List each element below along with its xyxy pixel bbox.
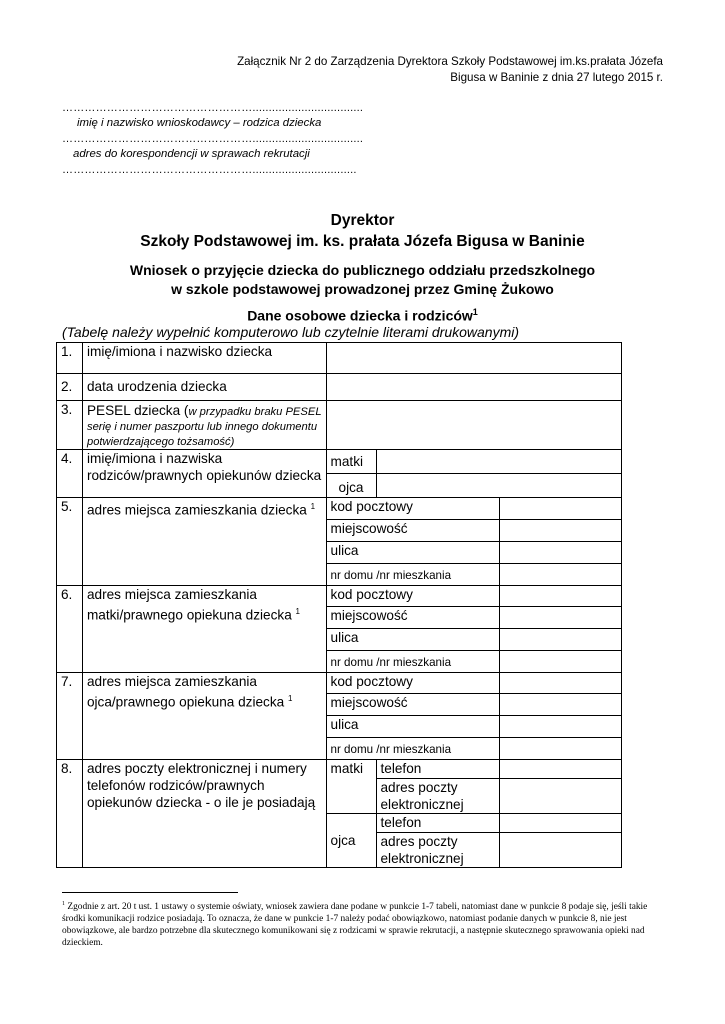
father-address-label-cell [82, 673, 326, 760]
row-number: 3. [57, 401, 83, 450]
row-number: 5. [57, 498, 83, 586]
footnote [62, 898, 662, 949]
mother-label: matki [326, 450, 376, 474]
pesel-input[interactable] [326, 401, 621, 450]
section-footnote-mark: 1 [472, 307, 478, 317]
child-address-label-cell [82, 498, 326, 586]
correspondence-address-field[interactable]: …………………………………………….................................. [62, 133, 364, 145]
footnote-mark: 1 [310, 502, 316, 511]
correspondence-address-caption: adres do korespondencji w sprawach rekrutacji [73, 148, 310, 160]
addressee-school: Szkoły Podstawowej im. ks. prałata Józefa Bigusa w Baninie [140, 233, 585, 250]
row-number: 6. [57, 586, 83, 673]
street-label: ulica [326, 542, 500, 564]
street-label: ulica [326, 629, 500, 651]
footnote-text: Zgodnie z art. 20 t ust. 1 ustawy o systemie oświaty, wniosek zawiera dane podane w punkcie 1-7 tabeli, natomiast dane w punkcie 8 podaje się, jeśli takie środki komunikacji rodzice posiadają. To oznacza, że dane w punkcie 1-7 należy podać obowiązkowo, natomiast podanie danych w punkcie 8, nie jest obowiązkowe, ale bardzo potrzebne dla skutecznego komunikowani się z rodzicami w sprawie rekrutacji, a następnie skutecznego sprawowania opieki nad dzieckiem. [62, 902, 648, 949]
section-title-text: Dane osobowe dziecka i rodziców [247, 307, 473, 324]
footnote-mark: 1 [288, 694, 293, 703]
father-city-input[interactable] [500, 694, 622, 716]
email-label: adres poczty elektronicznej [376, 833, 500, 868]
mother-email-input[interactable] [500, 779, 622, 814]
personal-data-table [56, 342, 622, 868]
child-city-input[interactable] [500, 520, 622, 542]
table-row [57, 450, 622, 474]
mother-postal-code-input[interactable] [500, 586, 622, 607]
applicant-name-field[interactable]: …………………………………………….................................. [62, 102, 364, 114]
pesel-label: PESEL dziecka ( [86, 403, 189, 418]
father-house-number-input[interactable] [500, 738, 622, 760]
fill-instruction: (Tabelę należy wypełnić komputerowo lub czytelnie literami drukowanymi) [62, 324, 520, 340]
mother-contact-label: matki [326, 760, 376, 814]
request-title-line-2: w szkole podstawowej prowadzonej przez Gminę Żukowo [171, 281, 554, 297]
mother-phone-input[interactable] [500, 760, 622, 779]
row-number: 7. [57, 673, 83, 760]
child-house-number-input[interactable] [500, 564, 622, 586]
mother-house-number-input[interactable] [500, 651, 622, 673]
mother-address-label-cell [82, 586, 326, 673]
postal-code-label: kod pocztowy [326, 586, 500, 607]
phone-label: telefon [376, 760, 500, 779]
header-line-2: Bigusa w Baninie z dnia 27 lutego 2015 r. [450, 71, 663, 84]
city-label: miejscowość [326, 694, 500, 716]
row-number: 8. [57, 760, 83, 868]
request-title-line-1: Wniosek o przyjęcie dziecka do publicznego oddziału przedszkolnego [129, 262, 596, 278]
birth-date-input[interactable] [326, 374, 621, 401]
postal-code-label: kod pocztowy [326, 498, 500, 520]
father-email-input[interactable] [500, 833, 622, 868]
child-name-input[interactable] [326, 343, 621, 374]
table-row [57, 401, 622, 450]
father-street-input[interactable] [500, 716, 622, 738]
row-number: 2. [57, 374, 83, 401]
street-label: ulica [326, 716, 500, 738]
request-title [0, 261, 725, 299]
table-row [57, 374, 622, 401]
mother-city-input[interactable] [500, 607, 622, 629]
child-postal-code-input[interactable] [500, 498, 622, 520]
table-row [57, 343, 622, 374]
child-name-label: imię/imiona i nazwisko dziecka [82, 343, 326, 374]
house-number-label: nr domu /nr mieszkania [326, 564, 500, 586]
table-row [57, 498, 622, 520]
parents-names-label: imię/imiona i nazwiska rodziców/prawnych opiekunów dziecka [82, 450, 326, 498]
table-row [57, 586, 622, 607]
footnote-mark: 1 [295, 607, 300, 616]
mother-street-input[interactable] [500, 629, 622, 651]
row-number: 4. [57, 450, 83, 498]
pesel-label-cell [82, 401, 326, 450]
addressee [0, 210, 725, 252]
applicant-name-caption: imię i nazwisko wnioskodawcy – rodzica dziecka [77, 117, 322, 129]
phone-label: telefon [376, 814, 500, 833]
contact-label: adres poczty elektronicznej i numery telefonów rodziców/prawnych opiekunów dziecka - o ile je posiadają [82, 760, 326, 868]
table-row [57, 760, 622, 779]
email-label: adres poczty elektronicznej [376, 779, 500, 814]
child-street-input[interactable] [500, 542, 622, 564]
postal-code-label: kod pocztowy [326, 673, 500, 694]
section-title [0, 307, 725, 324]
father-address-label: adres miejsca zamieszkania ojca/prawnego opiekuna dziecka [86, 674, 285, 710]
footnote-divider [62, 892, 238, 893]
table-row [57, 673, 622, 694]
footnote-number: 1 [62, 901, 65, 907]
mother-name-input[interactable] [376, 450, 622, 474]
father-name-input[interactable] [376, 474, 622, 498]
pesel-note: w przypadku braku PESEL serię i numer paszportu lub innego dokumentu potwierdzającego tożsamość) [86, 406, 322, 448]
mother-address-label: adres miejsca zamieszkania matki/prawnego opiekuna dziecka [86, 587, 292, 623]
city-label: miejscowość [326, 520, 500, 542]
house-number-label: nr domu /nr mieszkania [326, 651, 500, 673]
birth-date-label: data urodzenia dziecka [82, 374, 326, 401]
father-contact-label: ojca [326, 814, 376, 868]
attachment-header [143, 54, 663, 86]
house-number-label: nr domu /nr mieszkania [326, 738, 500, 760]
header-line-1: Załącznik Nr 2 do Zarządzenia Dyrektora Szkoły Podstawowej im.ks.prałata Józefa [237, 55, 663, 68]
father-phone-input[interactable] [500, 814, 622, 833]
father-postal-code-input[interactable] [500, 673, 622, 694]
row-number: 1. [57, 343, 83, 374]
correspondence-address-field-2[interactable]: ……………………………………………................................ [62, 164, 357, 176]
child-address-label: adres miejsca zamieszkania dziecka [86, 502, 307, 518]
city-label: miejscowość [326, 607, 500, 629]
addressee-title: Dyrektor [330, 212, 395, 229]
father-label: ojca [326, 474, 376, 498]
